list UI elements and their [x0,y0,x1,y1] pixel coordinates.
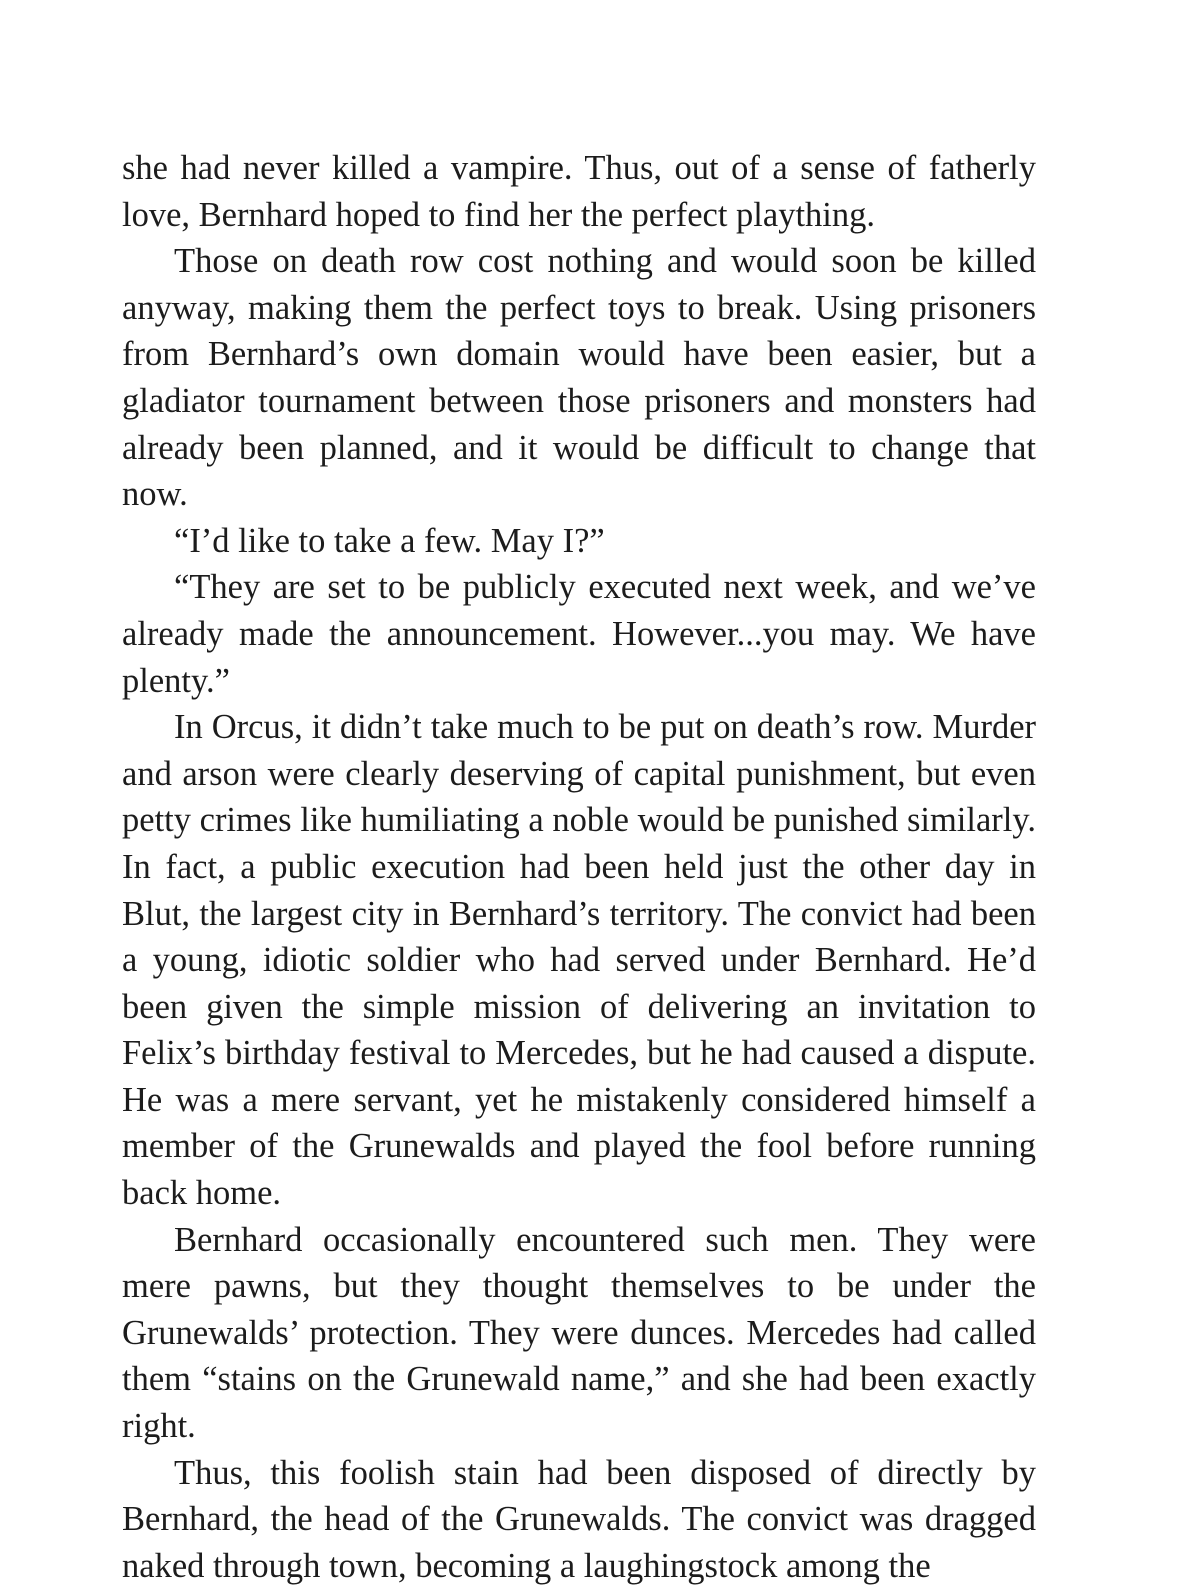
paragraph-continuation: she had never killed a vampire. Thus, out of a sense of fatherly love, Bernhard hoped to find her the perfect plaything. [122,149,1036,234]
page-body-text [122,145,1036,1589]
paragraph: In Orcus, it didn’t take much to be put on death’s row. Murder and arson were clearly deserving of capital punishment, but even petty crimes like humiliating a noble would be punished similarly. In fact, a public execution had been held just the other day in Blut, the largest city in Bernhard’s territory. The convict had been a young, idiotic soldier who had served under Bernhard. He’d been given the simple mission of delivering an invitation to Felix’s birthday festival to Mercedes, but he had caused a dispute. He was a mere servant, yet he mistakenly considered himself a member of the Grunewalds and played the fool before running back home. [122,708,1036,1213]
paragraph: Those on death row cost nothing and would soon be killed anyway, making them the perfect toys to break. Using prisoners from Bernhard’s own domain would have been easier, but a gladiator tournament between those prisoners and monsters had already been planned, and it would be difficult to change that now. [122,242,1036,514]
paragraph: Thus, this foolish stain had been disposed of directly by Bernhard, the head of the Grunewalds. The convict was dragged naked through town, becoming a laughingstock among the [122,1453,1036,1585]
paragraph: Bernhard occasionally encountered such men. They were mere pawns, but they thought themselves to be under the Grunewalds’ protection. They were dunces. Mercedes had called them “stains on the Grunewald name,” and she had been exactly right. [122,1220,1036,1446]
paragraph-dialogue: “They are set to be publicly executed next week, and we’ve already made the announcement. However...you may. We have plenty.” [122,568,1036,700]
paragraph-dialogue: “I’d like to take a few. May I?” [174,521,605,560]
